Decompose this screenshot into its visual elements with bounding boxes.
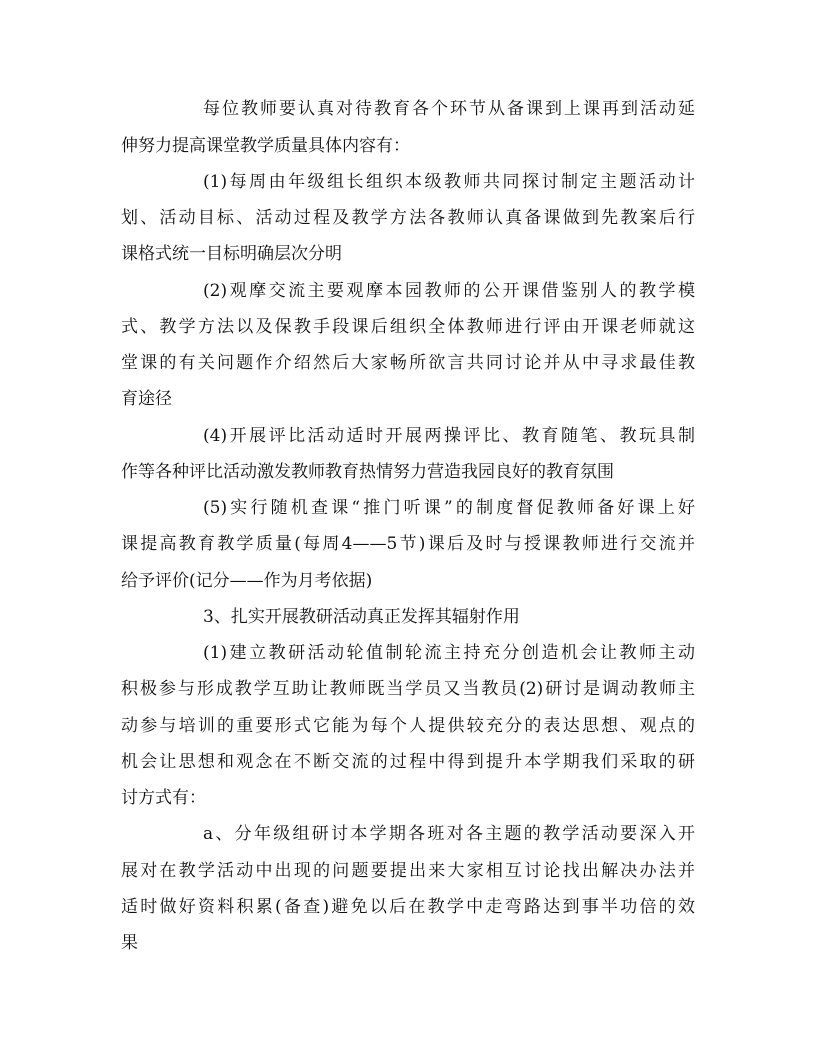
text-line-14: 给予评价(记分——作为月考依据) bbox=[121, 571, 373, 591]
text-line-01: 每位教师要认真对待教育各个环节从备课到上课再到活动延 bbox=[203, 99, 695, 119]
text-line-18: 动参与培训的重要形式它能为每个人提供较充分的表达思想、观点的 bbox=[121, 716, 695, 736]
text-line-17: 积极参与形成教学互助让教师既当学员又当教员(2)研讨是调动教师主 bbox=[121, 679, 695, 699]
text-line-21: a、分年级组研讨本学期各班对各主题的教学活动要深入开 bbox=[203, 824, 695, 844]
text-line-11: 作等各种评比活动激发教师教育热情努力营造我园良好的教育氛围 bbox=[121, 462, 614, 482]
text-line-02: 伸努力提高课堂教学质量具体内容有： bbox=[121, 136, 410, 156]
text-line-10: (4)开展评比活动适时开展两操评比、教育随笔、教玩具制 bbox=[203, 426, 695, 446]
text-line-22: 展对在教学活动中出现的问题要提出来大家相互讨论找出解决办法并 bbox=[121, 861, 695, 881]
text-line-12: (5)实行随机查课“推门听课”的制度督促教师备好课上好 bbox=[203, 498, 695, 518]
text-line-16: (1)建立教研活动轮值制轮流主持充分创造机会让教师主动 bbox=[203, 643, 695, 663]
text-line-09: 育途径 bbox=[121, 389, 172, 409]
text-line-06: (2)观摩交流主要观摩本园教师的公开课借鉴别人的教学模 bbox=[203, 281, 695, 301]
text-line-13: 课提高教育教学质量(每周4——5节)课后及时与授课教师进行交流并 bbox=[121, 534, 695, 554]
text-line-05: 课格式统一目标明确层次分明 bbox=[121, 244, 342, 264]
text-line-08: 堂课的有关问题作介绍然后大家畅所欲言共同讨论并从中寻求最佳教 bbox=[121, 353, 695, 373]
text-line-19: 机会让思想和观念在不断交流的过程中得到提升本学期我们采取的研 bbox=[121, 752, 695, 772]
text-line-24: 果 bbox=[121, 933, 138, 953]
text-line-20: 讨方式有： bbox=[121, 788, 206, 808]
text-line-15: 3、扎实开展教研活动真正发挥其辐射作用 bbox=[203, 607, 520, 627]
text-line-03: (1)每周由年级组长组织本级教师共同探讨制定主题活动计 bbox=[203, 172, 695, 192]
text-line-23: 适时做好资料积累(备查)避免以后在教学中走弯路达到事半功倍的效 bbox=[121, 897, 695, 917]
text-line-07: 式、教学方法以及保教手段课后组织全体教师进行评由开课老师就这 bbox=[121, 317, 695, 337]
text-line-04: 划、活动目标、活动过程及教学方法各教师认真备课做到先教案后行 bbox=[121, 208, 695, 228]
